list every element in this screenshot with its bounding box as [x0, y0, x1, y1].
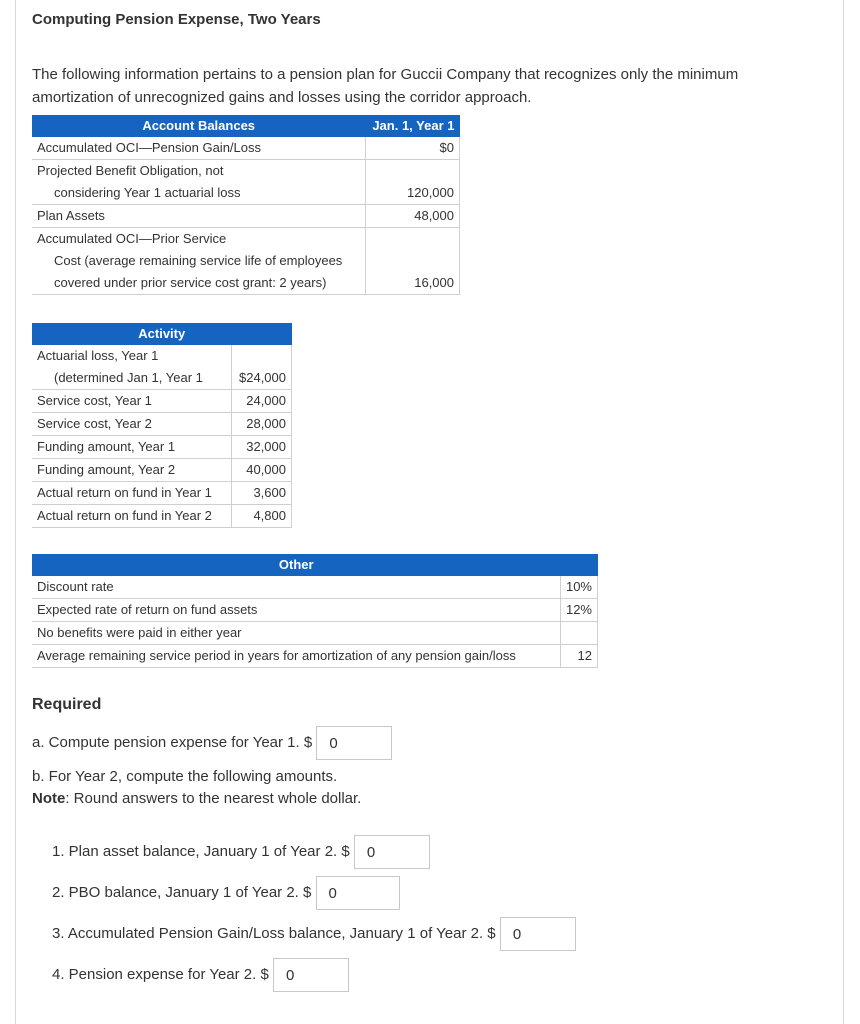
table-cell-value: 4,800: [231, 505, 292, 528]
table-cell-value: $0: [365, 137, 459, 160]
table-cell-label: Funding amount, Year 1: [32, 436, 231, 459]
question-b-label: b. For Year 2, compute the following amounts.: [32, 768, 338, 785]
question-a: [32, 726, 392, 760]
table-cell-value: 40,000: [231, 459, 292, 482]
question-a-label: a. Compute pension expense for Year 1. $: [32, 733, 313, 751]
year2-pension-expense-input[interactable]: 0: [273, 958, 349, 992]
table-cell-value: 24,000: [231, 390, 292, 413]
page-title: Computing Pension Expense, Two Years: [32, 11, 321, 28]
table-cell-value: 48,000: [365, 205, 459, 228]
intro-text: The following information pertains to a pension plan for Guccii Company that recognizes only the minimum amortization of unrecognized gains and losses using the corridor approach.: [32, 66, 739, 106]
other-header: Other: [32, 554, 560, 576]
table-cell-label: Plan Assets: [32, 205, 365, 228]
rounding-note: [32, 788, 361, 810]
table-cell-label: covered under prior service cost grant: 2 years): [32, 272, 365, 295]
table-cell-label: Projected Benefit Obligation, not: [37, 163, 224, 178]
table-cell-value: [560, 622, 597, 645]
question-b3: [52, 917, 576, 951]
table-cell-value: 12%: [560, 599, 597, 622]
activity-table: [32, 323, 292, 528]
year1-pension-expense-input[interactable]: 0: [316, 726, 392, 760]
table-cell-value: 28,000: [231, 413, 292, 436]
activity-header: Activity: [32, 323, 292, 345]
table-cell-value: [365, 160, 459, 183]
table-cell-label: Service cost, Year 2: [32, 413, 231, 436]
table-cell-label: Expected rate of return on fund assets: [32, 599, 560, 622]
question-b1-label: 1. Plan asset balance, January 1 of Year 2. $: [52, 842, 350, 860]
table-cell-value: [365, 250, 459, 272]
table-cell-label: Accumulated OCI—Prior Service: [37, 231, 227, 246]
question-b3-label: 3. Accumulated Pension Gain/Loss balance, January 1 of Year 2. $: [52, 924, 496, 942]
table-cell-label: Actual return on fund in Year 2: [32, 505, 231, 528]
table-cell-value: 32,000: [231, 436, 292, 459]
table-cell-label: No benefits were paid in either year: [32, 622, 560, 645]
question-b1: [52, 835, 430, 869]
pbo-balance-input[interactable]: 0: [316, 876, 400, 910]
table-cell-label: Actual return on fund in Year 1: [32, 482, 231, 505]
table-cell-label: Cost (average remaining service life of employees: [54, 253, 343, 268]
account-balances-table: [32, 115, 460, 295]
question-b2-label: 2. PBO balance, January 1 of Year 2. $: [52, 883, 312, 901]
question-b2: [52, 876, 400, 910]
jan1-year1-header: Jan. 1, Year 1: [365, 115, 459, 137]
table-cell-label: Actuarial loss, Year 1: [37, 348, 159, 363]
table-cell-value: [365, 228, 459, 251]
question-b: [32, 766, 361, 810]
note-label: Note: [32, 790, 66, 807]
table-cell-label: Accumulated OCI—Pension Gain/Loss: [32, 137, 365, 160]
table-cell-value: [231, 345, 292, 367]
question-b4: [52, 958, 349, 992]
table-cell-label: considering Year 1 actuarial loss: [32, 182, 365, 205]
table-cell-value: $24,000: [231, 367, 292, 390]
table-cell-value: 120,000: [365, 182, 459, 205]
other-table: [32, 554, 598, 668]
table-cell-label: Service cost, Year 1: [32, 390, 231, 413]
plan-asset-balance-input[interactable]: 0: [354, 835, 430, 869]
table-cell-label: Average remaining service period in years for amortization of any pension gain/loss: [32, 645, 560, 668]
table-cell-value: 3,600: [231, 482, 292, 505]
gain-loss-balance-input[interactable]: 0: [500, 917, 576, 951]
required-heading: Required: [32, 696, 102, 713]
table-cell-value: 16,000: [365, 272, 459, 295]
table-cell-value: 12: [560, 645, 597, 668]
note-text: : Round answers to the nearest whole dollar.: [65, 790, 362, 807]
table-cell-label: Funding amount, Year 2: [32, 459, 231, 482]
question-b4-label: 4. Pension expense for Year 2. $: [52, 965, 269, 983]
account-balances-header: Account Balances: [32, 115, 365, 137]
table-cell-value: 10%: [560, 576, 597, 599]
table-cell-label: (determined Jan 1, Year 1: [32, 367, 231, 390]
table-cell-label: Discount rate: [32, 576, 560, 599]
